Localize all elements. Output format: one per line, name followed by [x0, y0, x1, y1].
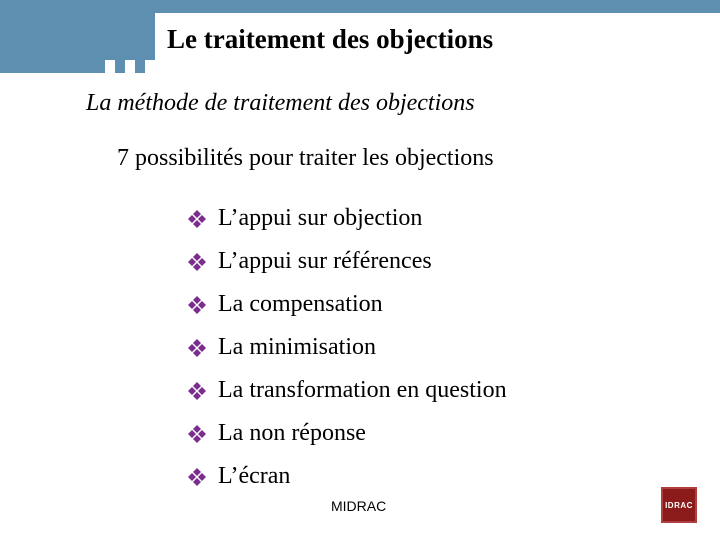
- logo-text: IDRAC: [665, 500, 693, 510]
- diamond-bullet-icon: [188, 210, 206, 228]
- bullet-item: [188, 412, 507, 455]
- intro-text: 7 possibilités pour traiter les objections: [117, 145, 494, 171]
- slide-title: Le traitement des objections: [167, 24, 494, 54]
- diamond-bullet-icon: [188, 425, 206, 443]
- bullet-item: [188, 197, 507, 240]
- bullet-label: L’écran: [218, 463, 291, 489]
- bullet-label: L’appui sur références: [218, 248, 432, 274]
- idrac-logo: [661, 487, 697, 523]
- bullet-label: La compensation: [218, 291, 383, 317]
- header-notch: [145, 60, 155, 73]
- bullet-label: La non réponse: [218, 420, 366, 446]
- bullet-label: La minimisation: [218, 334, 376, 360]
- bullet-item: [188, 369, 507, 412]
- diamond-bullet-icon: [188, 253, 206, 271]
- bullet-list: [188, 197, 507, 498]
- header-notch: [105, 60, 115, 73]
- header-notch: [125, 60, 135, 73]
- bullet-label: L’appui sur objection: [218, 205, 423, 231]
- diamond-bullet-icon: [188, 339, 206, 357]
- diamond-bullet-icon: [188, 468, 206, 486]
- bullet-item: [188, 326, 507, 369]
- bullet-label: La transformation en question: [218, 377, 507, 403]
- diamond-bullet-icon: [188, 296, 206, 314]
- bullet-item: [188, 283, 507, 326]
- bullet-item: [188, 455, 507, 498]
- bullet-item: [188, 240, 507, 283]
- diamond-bullet-icon: [188, 382, 206, 400]
- footer-text: MIDRAC: [331, 498, 387, 514]
- slide-subtitle: La méthode de traitement des objections: [86, 90, 475, 116]
